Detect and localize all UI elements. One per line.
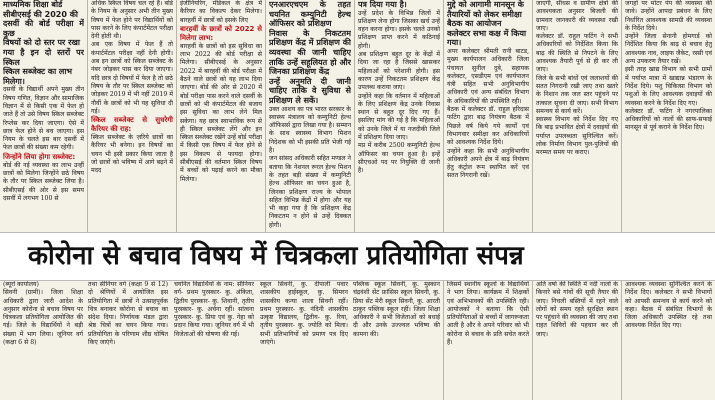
column-heading-line: उन्हें अनुमति दी जानी चाहिए ताकि वे सुविधा से प्रशिक्षण ले सकें। [269, 76, 351, 105]
lower-column-2 [88, 281, 168, 400]
column-heading-line: कलेक्टर सभा कक्ष में किया [447, 28, 527, 38]
paragraph: जिसमें स्थानीय स्कूलों के विद्यार्थियों ने भाग लिया। कार्यक्रम में शिक्षकों एवं अभिभावकों की उपस्थिति रही। आयोजकों ने बताया कि ऐसी प्रतियोगिताओं से बच्चों में जागरूकता आती है और वे अपने परिवार को भी कोरोना से बचाव के प्रति सचेत करते हैं। [447, 281, 529, 347]
paragraph: (ब्यूरो कार्यालय) [3, 281, 39, 288]
paragraph: अब प्रशिक्षण बहुत दूर के केंद्रों में दिया जा रहा है जिससे खासकर महिलाओं को परेशानी होगी। इस कारण उन्हें निकटतम प्रशिक्षण केंद्र उपलब्ध कराया जाए। [358, 51, 440, 92]
paragraph: जन सांसद अधिकारी सहित मण्डल ने बताया कि नेशनल रूरल हेल्थ मिशन के तहत बड़ी संख्या में कम्युनिटी हेल्थ ऑफिसर का चयन हुआ है, जिनका प्रशिक्षण राज्य के भोपाल सहित विभिन्न केंद्रों में होगा और यह भी कहा गया है कि प्रशिक्षण केंद्र निकटतम न होने से उन्हें दिक्कत होगी। [269, 155, 351, 229]
paragraph: उन्होंने कहा कि वर्तमान में महिलाओं के लिए प्रशिक्षण केंद्र उनके निवास स्थान से बहुत दूर दिए गए हैं। इसलिए मांग की गई है कि महिलाओं को उनके जिले में या नजदीकी जिले में प्रशिक्षण दिया जाए। [358, 92, 440, 142]
paragraph: आवश्यक व्यवस्था सुनिश्चित करने के निर्देश दिए। कलेक्टर ने सभी विभागों को आपसी समन्वय से कार्य करने को कहा। बैठक में संबंधित विभागों के जिला अधिकारी उपस्थित रहे तथा आवश्यक निर्देश दिए गए। [625, 281, 712, 330]
column-heading-line: गया है इन दो स्तरों पर स्किल [3, 47, 84, 67]
paragraph: अति वर्षा की स्थिति में नदी नालों के किनारे बसे गांवों की सूची तैयार की जाए। निचली बस्तियों में रहने वाले लोगों को समय रहते सुरक्षित स्थान पर पहुंचाने की व्यवस्था की जाए तथा राहत शिविरों की पहचान कर ली जाए। [536, 281, 618, 338]
column-divider [621, 0, 622, 400]
paragraph: उक्त आशय का पत्र भारत सरकार के स्वास्थ्य मंत्रालय को कम्युनिटी हेल्थ ऑफिसर्स द्वारा लिखा गया है। सम्मान के साथ स्वास्थ्य विभाग मिशन निदेशक को भी इसकी प्रति भेजी गई है। [269, 105, 351, 155]
column-divider [176, 0, 177, 232]
paragraph: बोर्ड की नई व्यवस्था का लाभ उन्हीं छात्रों को मिलेगा जिन्होंने छठे विषय के तौर पर स्किल सब्जेक्ट लिया है। सीबीएसई की ओर से इस समय दसवीं में लगभग 100 से [3, 161, 84, 202]
lower-column-7 [536, 281, 618, 400]
article-column-2 [91, 0, 173, 232]
subheading: स्किल सब्जेक्ट से सुधरेगी कैरियर की राह: [91, 116, 173, 134]
article-column-6 [447, 0, 529, 232]
headline-band [0, 232, 715, 281]
paragraph: तथा सीनियर वर्ग (कक्षा 9 से 12) दो श्रेणियों में आयोजित इस प्रतियोगिता में छात्रों ने उत्साहपूर्वक चित्र बनाकर कोरोना से बचाव का संदेश दिया। निर्णायक मंडल द्वारा श्रेष्ठ चित्रों का चयन किया गया। प्रतियोगिता के परिणाम शीघ्र घोषित किए जाएंगे। [88, 281, 168, 347]
article-column-1 [3, 0, 84, 232]
paragraph: उन्हें प्रदेश के विभिन्न जिलों में प्रशिक्षण लेना होगा जिसका खर्च उन्हें वहन करना होगा। इसके चलते उनको प्रशिक्षण प्राप्त करने में कठिनाई होगी। [358, 9, 440, 50]
paragraph: पब्लिक स्कूल सिवनी, कु. मुस्कान चंद्रवंशी सेंट फ्रांसिस स्कूल सिवनी, कु. प्रिया सेंट मेरी स्कूल सिवनी, कु. आरती ठाकुर पब्लिक स्कूल रहीं। जिला शिक्षा अधिकारी ने सभी विजेताओं को बधाई दी और उनके उज्ज्वल भविष्य की कामना की। [353, 281, 440, 338]
lower-column-4 [260, 281, 348, 400]
paragraph: स्वास्थ्य विभाग को निर्देश दिए गए कि बाढ़ प्रभावित क्षेत्रों में दवाइयों की पर्याप्त उपलब्धता सुनिश्चित करें। लोक निर्माण विभाग पुल-पुलियों की मरम्मत समय पर कराए। [536, 116, 618, 157]
subheading: जिन्होंने लिया होगा सब्जेक्ट: [3, 152, 76, 161]
column-divider [354, 0, 355, 232]
column-heading-line: सीबीएसई की 2020 की [3, 9, 78, 19]
article-headline: कोरोना से बचाव विषय में चित्रकला प्रतियोगिता संपन्न [28, 241, 524, 271]
paragraph: स्किल सब्जेक्ट के ज़रिये छात्रों का कैरियर भी बनेगा। इन विषयों का चयन भी इसी प्रकार किया जाता है जो छात्रों को भविष्य में आगे बढ़ने में मदद [91, 134, 173, 175]
column-heading-line: मुद्दे को आगामी मानसून के [447, 0, 524, 9]
column-heading-line: निवास के निकटतम प्रशिक्षण केंद्र में प्रशिक्षण की व्यवस्था की जानी चाहिए ताकि उन्हें सहूलियत हो और जिनका प्रशिक्षण केंद्र [269, 28, 351, 77]
column-heading-line: तैयारियों को लेकर समीक्षा [447, 9, 522, 19]
column-heading-line: माध्यमिक शिक्षा बोर्ड [3, 0, 63, 9]
column-divider [87, 0, 88, 232]
paragraph: उन्होंने कहा कि सभी अनुविभागीय अधिकारी अपने क्षेत्र में बाढ़ नियंत्रण हेतु कंट्रोल रूम स्थापित करें एवं सतत निगरानी रखें। [447, 147, 529, 180]
column-heading-line: दसवीं की बोर्ड परीक्षा में कुछ [3, 19, 84, 38]
lower-column-8 [625, 281, 712, 400]
paragraph: अधिक स्किल विषय चल रहे हैं। बोर्ड के नियम के अनुसार अभी तीन मुख्य विषय में फेल होने पर विद्यार्थियों को पास करने के लिए कंपार्टमेंटल परीक्षा देनी होती थी। [91, 0, 173, 41]
paragraph: उन्होंने जिला सेनानी होमगार्ड को निर्देशित किया कि बाढ़ से बचाव हेतु आवश्यक नाव, लाइफ जैकेट, रस्सी एवं अन्य उपकरण तैयार रखें। [625, 33, 712, 66]
paragraph: जगहों पर मोटर पंप की व्यवस्था की जावे। उन्होंने आपदा प्रबंधन के लिए निर्धारित आवश्यक सामग्री की व्यवस्था के निर्देश दिये। [625, 0, 712, 32]
lower-column-3 [174, 281, 254, 400]
paragraph: जिले के सभी बांधों एवं जलाशयों की सतत निगरानी रखी जाए तथा खतरे के निशान तक जल स्तर पहुंचने पर तत्काल सूचना दी जाए। सभी विभाग समन्वय से कार्य करें। [536, 74, 618, 115]
article-column-3 [180, 0, 262, 232]
paragraph: बारहवीं के छात्रों को इस सुविधा का लाभ 2022 की बोर्ड परीक्षा से मिलेगा। सीबीएसई के अनुसार 2022 में बारहवीं की बोर्ड परीक्षा में बैठने वाले छात्रों को यह लाभ दिया जाएगा। बोर्ड की ओर से 2020 में बोर्ड परीक्षा पास करने वाले दसवीं के छात्रों को भी कंपार्टमेंटल की बजाय इस सुविधा का लाभ लेने मिल सकेगा। यह छात्र स्वाभाविक रूप से ही स्किल सब्जेक्ट लेंगे और इन स्किल सब्जेक्ट रखेंगे उन्हें बोर्ड परीक्षा में किसी एक विषय में फेल होने से इस विकल्प से फायदा होगा। सीबीएसई की वर्तमान स्किल विषय में बच्चों को पढ़ाई करने का मौका मिलेगा। [180, 42, 262, 183]
paragraph: जाएगी, सीधस व ग्रामीण क्षेत्रों की आवश्यकता अनुसार बिजली की ग्रामवार जानकारी की व्यवस्था रखी जाए। [536, 0, 618, 32]
column-heading-line: बैठक का आयोजन [447, 19, 502, 29]
column-heading-line: एनआरएचएम के तहत चयनित कम्युनिटी हेल्थ ऑफिसर को प्रशिक्षण [269, 0, 351, 29]
paragraph: अपर कलेक्टर श्रीमती रानी बाटड, मुख्य कार्यपालन अधिकारी जिला पंचायत सुनील दुबे, सहायक कलेक्टर, एसडीएम एवं कार्यपालन यंत्री सहित सभी अनुविभागीय अधिकारी एवं अन्य संबंधित विभाग के अधिकारियों की उपस्थिति रही। [447, 47, 529, 105]
column-heading-line: स्किल सब्जेक्ट का लाभ [3, 67, 73, 77]
column-heading-line: मिलेगा। [3, 76, 25, 86]
article-column-8 [625, 0, 712, 232]
paragraph: अब एक विषय में फेल हैं तो कंपार्टमेंटल परीक्षा नहीं देनी होगी। अब इन छात्रों को स्किल सब्जेक्ट के नंबर जोड़कर पास कर दिया जाएगा। यदि छात्र दो विषयों में फेल है तो छठे विषय के तौर पर स्किल सब्जेक्ट को जोड़कर 2019 में भी नहीं 2019 में नौवीं के छात्रों को भी यह सुविधा दी गई। [91, 41, 173, 115]
paragraph: कलेक्टर डॉ. फटिंग ने नगरपालिका अधिकारियों को नालों की साफ-सफाई मानसून से पूर्व कराने के निर्देश दिए। [625, 107, 712, 132]
paragraph: सिवनी (ग्रामी)। जिला शिक्षा अधिकारी द्वारा जारी आदेश के अनुसार कोरोना से बचाव विषय पर चित्रकला प्रतियोगिता आयोजित की गई। जिले के विद्यार्थियों ने बड़ी संख्या में भाग लिया। जूनियर वर्ग (कक्षा 6 से 8) [3, 289, 83, 347]
lower-column-1 [3, 281, 83, 400]
paragraph: कलेक्टर डॉ. राहुल फटिंग ने सभी अधिकारियों को निर्देशित किया कि बाढ़ की स्थिति से निपटने के लिए आवश्यक तैयारी पूर्व से ही कर ली जाए। [536, 33, 618, 74]
article-column-7 [536, 0, 618, 232]
lower-column-6 [447, 281, 529, 400]
paragraph: स्कूल सिवनी, कु. दीपाली पवार शासकीय हाईस्कूल, कु. सिमरन शासकीय कन्या शाला सिवनी रहीं। प्रथम पुरस्कार- कु. नंदिनी शासकीय उत्कृष्ट विद्यालय, द्वितीय- कु. रिया, तृतीय पुरस्कार- कु. ज्योति को मिला। सभी प्रतिभागियों को प्रमाण पत्र दिए जाएंगे। [260, 281, 348, 347]
subheading: बारहवीं के छात्रों को 2022 से मिलेगा लाभ: [180, 24, 262, 42]
paragraph: चयनित विद्यार्थियों के नाम: सीनियर वर्ग- प्रथम पुरस्कार- कु. अंकिता, द्वितीय पुरस्कार- कु. शिवानी, तृतीय पुरस्कार- कु. अर्चना रहीं। सांत्वना पुरस्कार- कु. प्रिया एवं कु. नेहा को प्रदान किया गया। जूनियर वर्ग में भी विजेताओं की घोषणा की गई। [174, 281, 254, 338]
paragraph: इंजीनियरिंग, मेडिकल के क्षेत्र में कैरियर का विकल्प देकर मिलेगा। बारहवीं में छात्रों को इसके लिए [180, 0, 262, 24]
article-column-5 [358, 0, 440, 232]
column-divider [265, 0, 266, 232]
column-divider [532, 0, 533, 400]
column-heading-line: विषयों को दो स्तर पर रखा [3, 38, 80, 48]
article-column-4 [269, 0, 351, 232]
paragraph: मप्र में करीब 2500 कम्युनिटी हेल्थ ऑफिसर का चयन हुआ है। इन्हें सीएचओ पद पर नियुक्ति दी जानी है। [358, 142, 440, 175]
column-heading-line: गया। [447, 38, 462, 48]
paragraph: दसवीं के विद्यार्थी अपने मुख्य तीन विषय गणित, विज्ञान और सामाजिक विज्ञान में से किसी एक में फेल हो जाते हैं तो उसे विषय स्किल सब्जेक्ट रिप्लेस कर दिया जाएगा। ऐसे में छात्र फेल होने से बच जाएगा। इस नियम के चलते इस बार दसवीं में फेल छात्रों की संख्या कम रहेगी। [3, 86, 84, 152]
lower-column-5 [353, 281, 440, 400]
paragraph: इसी तरह खाद्य विभाग को सभी ग्रामों में पर्याप्त मात्रा में खाद्यान्न भंडारण के निर्देश दिये। पशु चिकित्सा विभाग को पशुओं के लिए आवश्यक दवाइयों की व्यवस्था करने के निर्देश दिए गए। [625, 66, 712, 107]
column-heading-line: पत्र दिया गया है। [358, 0, 407, 9]
column-divider [443, 0, 444, 400]
paragraph: बैठक में कलेक्टर डॉ. राहुल हरिदास फटिंग द्वारा बाढ़ नियंत्रण बैठक में पिछले वर्ष किये गये कार्यों एवं विभागवार समीक्षा कर अधिकारियों को आवश्यक निर्देश दिये। [447, 106, 529, 147]
